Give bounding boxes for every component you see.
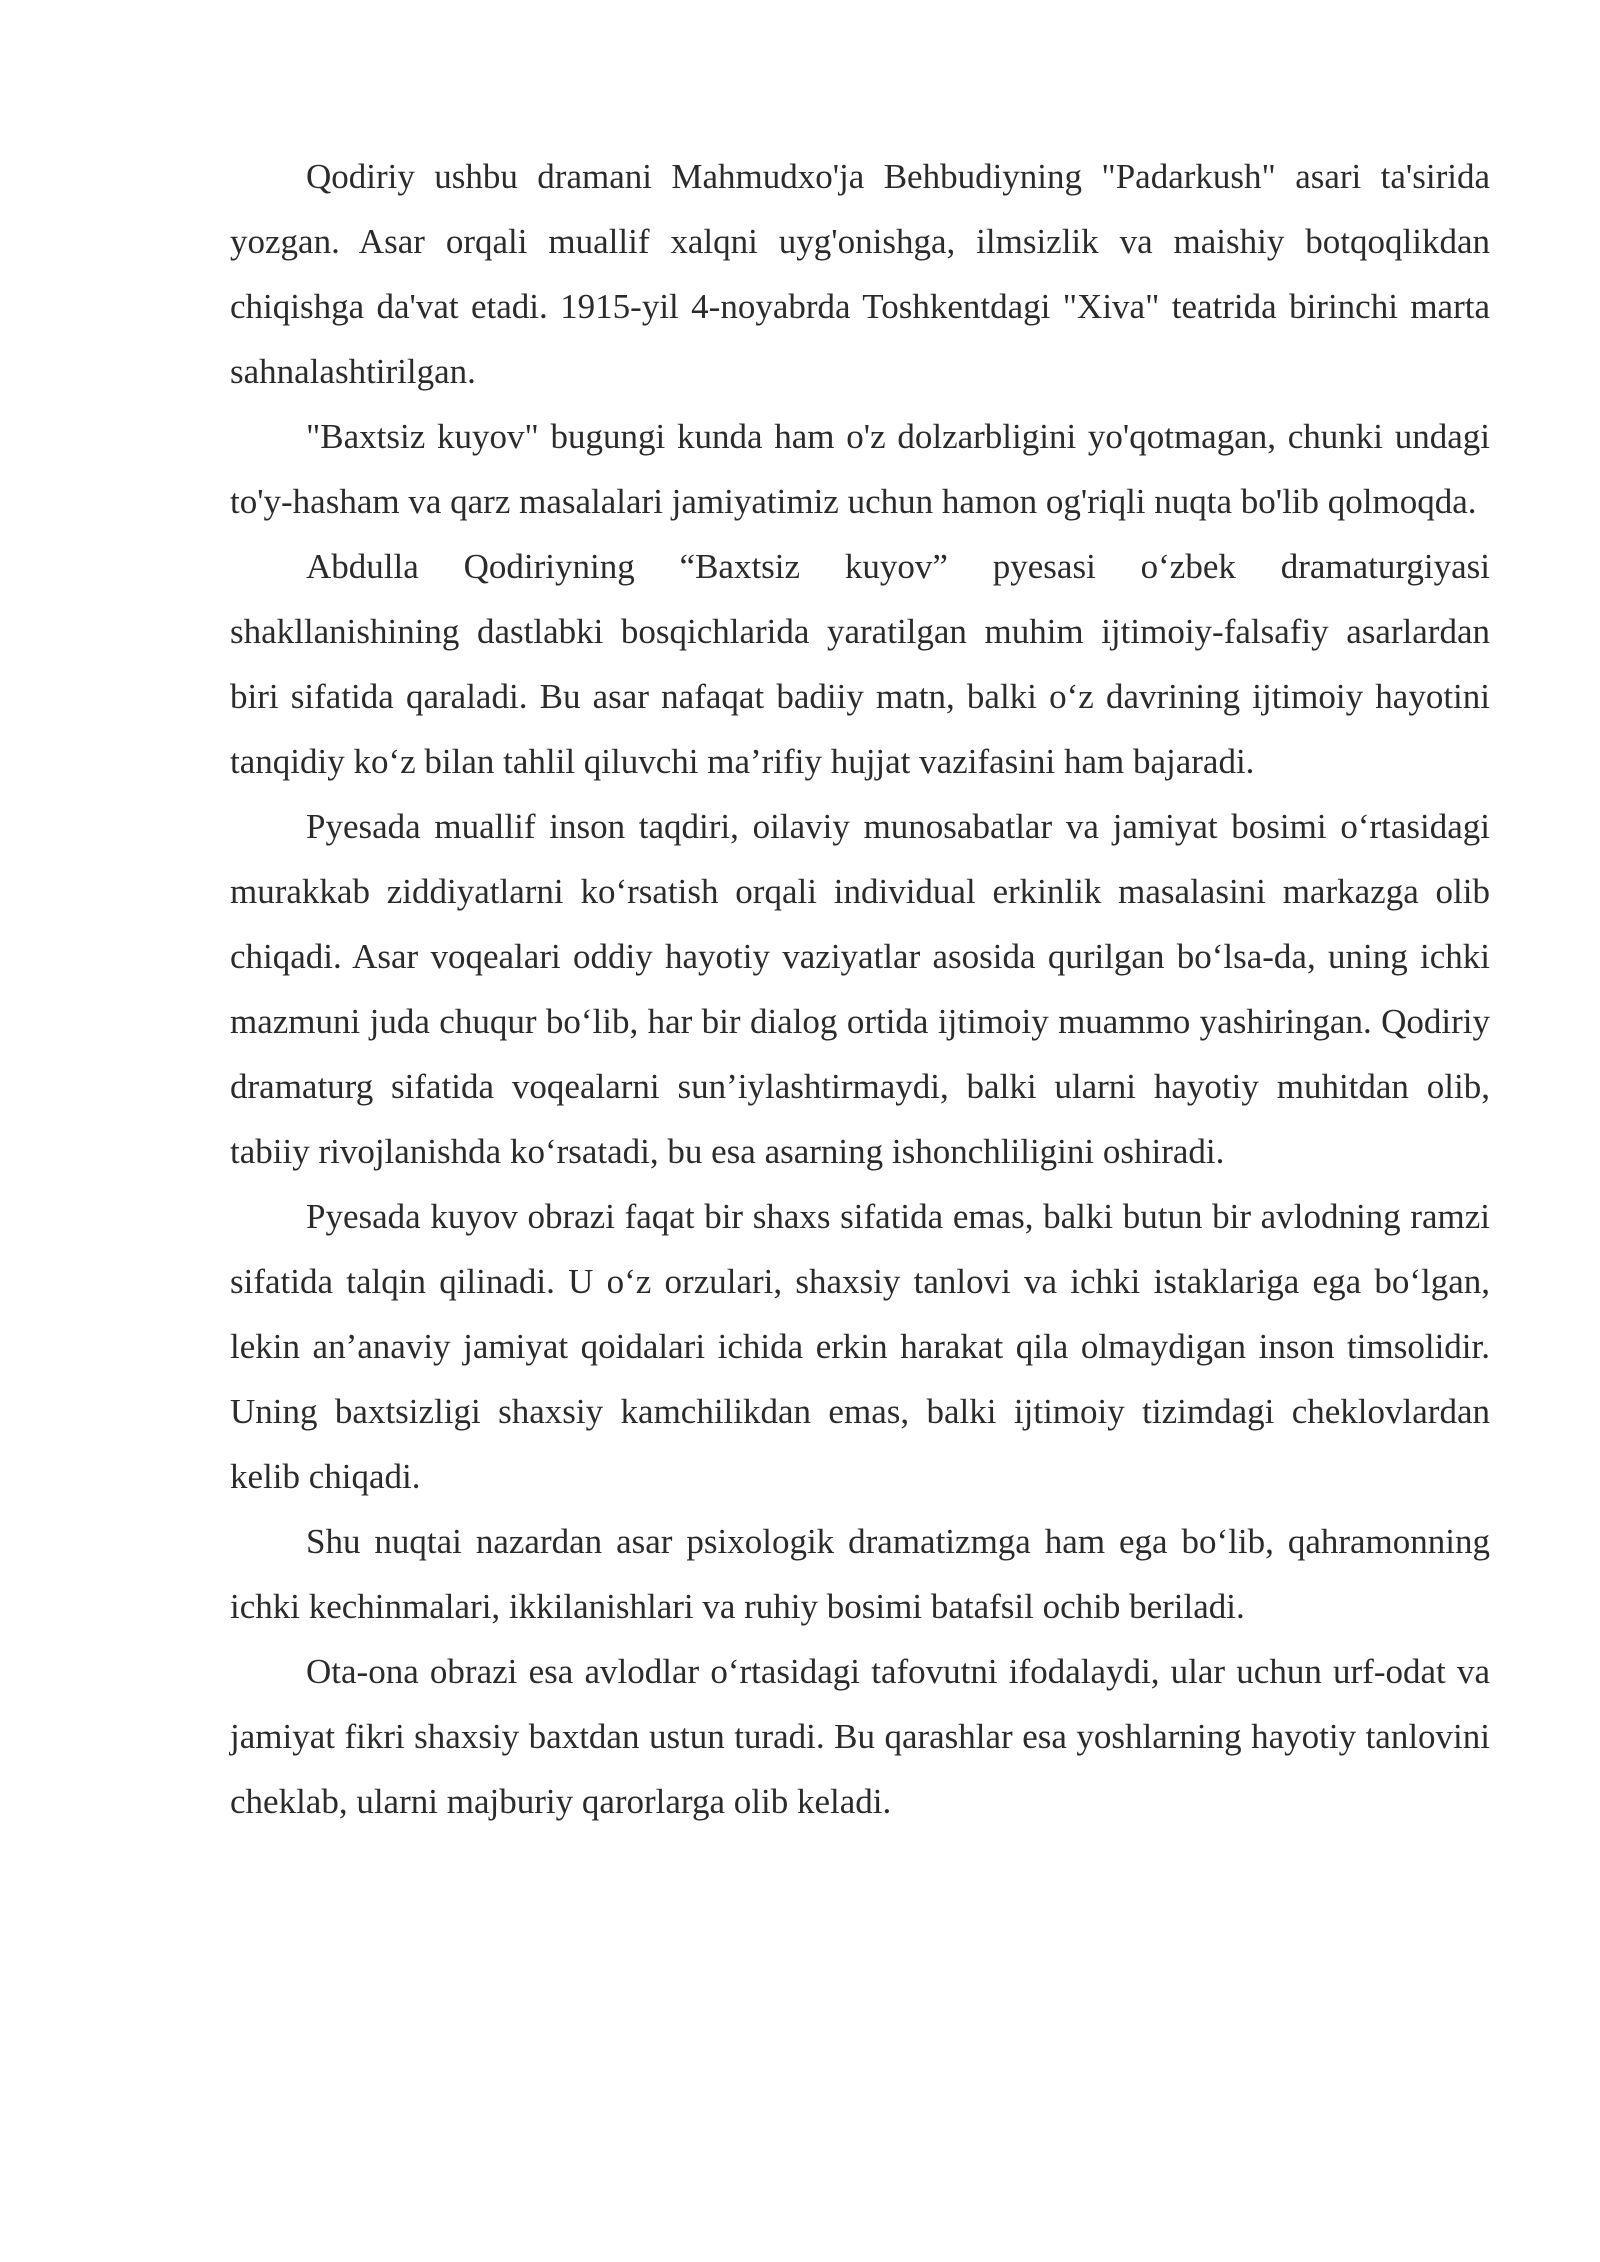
paragraph-5: Pyesada kuyov obrazi faqat bir shaxs sifatida emas, balki butun bir avlodning ramzi sifatida talqin qilinadi. U o‘z orzulari, shaxsiy tanlovi va ichki istaklariga ega bo‘lgan, lekin an’anaviy jamiyat qoidalari ichida erkin harakat qila olmaydigan inson timsolidir. Uning baxtsizligi shaxsiy kamchilikdan emas, balki ijtimoiy tizimdagi cheklovlardan kelib chiqadi. <box>230 1197 1490 1496</box>
paragraph-1: Qodiriy ushbu dramani Mahmudxo'ja Behbudiyning "Padarkush" asari ta'sirida yozgan. Asar orqali muallif xalqni uyg'onishga, ilmsizlik va maishiy botqoqlikdan chiqishga da'vat etadi. 1915-yil 4-noyabrda Toshkentdagi "Xiva" teatrida birinchi marta sahnalashtirilgan. <box>230 157 1490 391</box>
paragraph-2: "Baxtsiz kuyov" bugungi kunda ham o'z dolzarbligini yo'qotmagan, chunki undagi to'y-hasham va qarz masalalari jamiyatimiz uchun hamon og'riqli nuqta bo'lib qolmoqda. <box>230 417 1490 521</box>
paragraph-7: Ota-ona obrazi esa avlodlar o‘rtasidagi tafovutni ifodalaydi, ular uchun urf-odat va jamiyat fikri shaxsiy baxtdan ustun turadi. Bu qarashlar esa yoshlarning hayotiy tanlovini cheklab, ularni majburiy qarorlarga olib keladi. <box>230 1652 1490 1821</box>
paragraph-6: Shu nuqtai nazardan asar psixologik dramatizmga ham ega bo‘lib, qahramonning ichki kechinmalari, ikkilanishlari va ruhiy bosimi batafsil ochib beriladi. <box>230 1522 1490 1626</box>
document-body <box>230 144 1490 1834</box>
paragraph-4: Pyesada muallif inson taqdiri, oilaviy munosabatlar va jamiyat bosimi o‘rtasidagi murakkab ziddiyatlarni ko‘rsatish orqali individual erkinlik masalasini markazga olib chiqadi. Asar voqealari oddiy hayotiy vaziyatlar asosida qurilgan bo‘lsa-da, uning ichki mazmuni juda chuqur bo‘lib, har bir dialog ortida ijtimoiy muammo yashiringan. Qodiriy dramaturg sifatida voqealarni sun’iylashtirmaydi, balki ularni hayotiy muhitdan olib, tabiiy rivojlanishda ko‘rsatadi, bu esa asarning ishonchliligini oshiradi. <box>230 807 1490 1171</box>
paragraph-3: Abdulla Qodiriyning “Baxtsiz kuyov” pyesasi o‘zbek dramaturgiyasi shakllanishining dastlabki bosqichlarida yaratilgan muhim ijtimoiy-falsafiy asarlardan biri sifatida qaraladi. Bu asar nafaqat badiiy matn, balki o‘z davrining ijtimoiy hayotini tanqidiy ko‘z bilan tahlil qiluvchi ma’rifiy hujjat vazifasini ham bajaradi. <box>230 547 1490 781</box>
